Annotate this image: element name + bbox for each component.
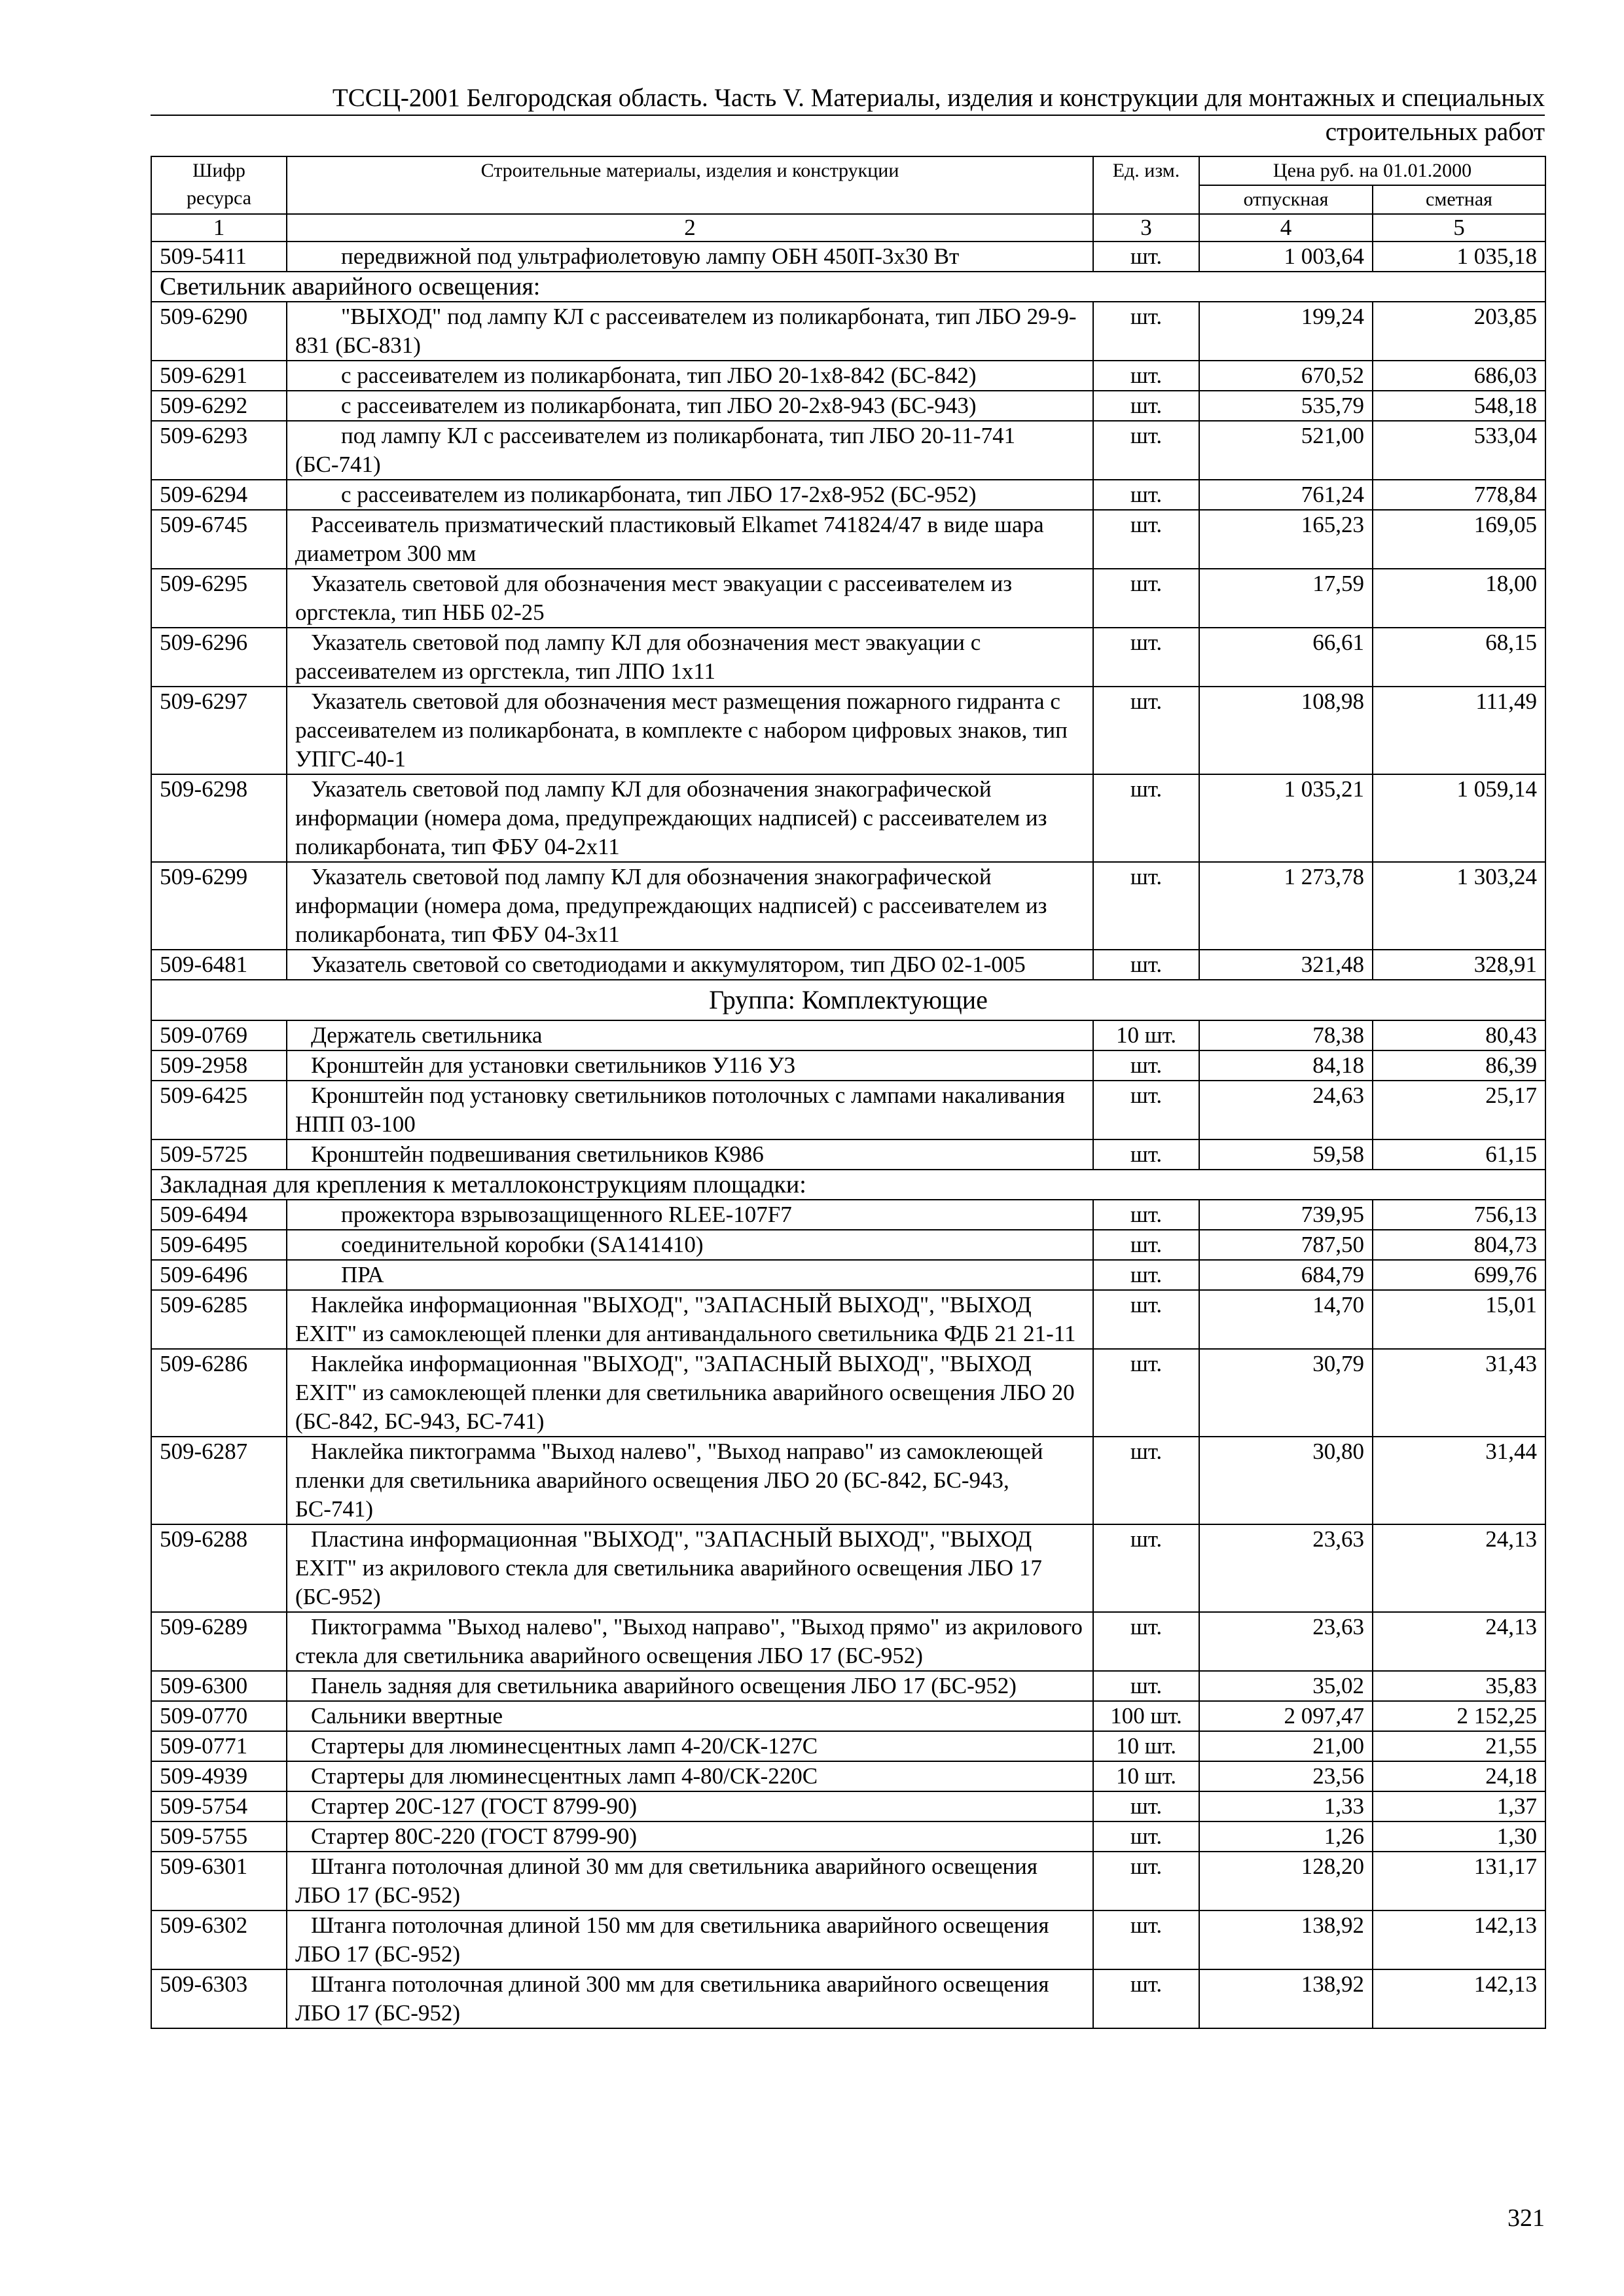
material-name xyxy=(287,480,1093,510)
material-name xyxy=(287,1524,1093,1612)
resource-code: 509-4939 xyxy=(151,1761,287,1791)
unit-of-measure: 100 шт. xyxy=(1093,1701,1199,1731)
table-row xyxy=(151,628,1545,687)
estimate-price: 18,00 xyxy=(1373,569,1545,628)
unit-of-measure: шт. xyxy=(1093,950,1199,980)
column-number: 2 xyxy=(287,214,1093,242)
estimate-price: 31,43 xyxy=(1373,1349,1545,1437)
unit-of-measure: шт. xyxy=(1093,774,1199,862)
material-name-text: Рассеиватель призматический пластиковый Elkamet 741824/47 в виде шара диаметром 300 мм xyxy=(295,512,1044,566)
unit-of-measure: шт. xyxy=(1093,361,1199,391)
release-price: 30,80 xyxy=(1199,1437,1373,1524)
table-row xyxy=(151,1821,1545,1852)
release-price: 138,92 xyxy=(1199,1910,1373,1969)
group-row xyxy=(151,980,1545,1020)
unit-of-measure: 10 шт. xyxy=(1093,1731,1199,1761)
resource-code: 509-6289 xyxy=(151,1612,287,1671)
material-name xyxy=(287,1969,1093,2028)
table-row xyxy=(151,1260,1545,1290)
estimate-price: 80,43 xyxy=(1373,1020,1545,1050)
release-price: 165,23 xyxy=(1199,510,1373,569)
material-name-text: Держатель светильника xyxy=(311,1022,543,1048)
resource-code: 509-6288 xyxy=(151,1524,287,1612)
table-row xyxy=(151,480,1545,510)
estimate-price: 2 152,25 xyxy=(1373,1701,1545,1731)
material-name-text: ПРА xyxy=(341,1262,384,1287)
material-name xyxy=(287,1139,1093,1170)
header-price: Цена руб. на 01.01.2000 xyxy=(1199,156,1545,185)
estimate-price: 699,76 xyxy=(1373,1260,1545,1290)
material-name-text: Указатель световой для обозначения мест эвакуации с рассеивателем из оргстекла, тип НББ 02-25 xyxy=(295,571,1013,625)
material-name-text: Указатель световой под лампу КЛ для обозначения знакографической информации (номера дома, предупреждающих надписей) с рассеивателем из поликарбоната, тип ФБУ 04-3х11 xyxy=(295,864,1047,947)
material-name xyxy=(287,391,1093,421)
resource-code: 509-6291 xyxy=(151,361,287,391)
table-body xyxy=(151,242,1545,2028)
unit-of-measure: шт. xyxy=(1093,1821,1199,1852)
resource-code: 509-6293 xyxy=(151,421,287,480)
estimate-price: 686,03 xyxy=(1373,361,1545,391)
resource-code: 509-6496 xyxy=(151,1260,287,1290)
material-name-text: Пиктограмма "Выход налево", "Выход направо", "Выход прямо" из акрилового стекла для светильника аварийного освещения ЛБО 17 (БС-952) xyxy=(295,1614,1083,1668)
resource-code: 509-5725 xyxy=(151,1139,287,1170)
material-name xyxy=(287,569,1093,628)
resource-price-table xyxy=(151,156,1546,2029)
table-row xyxy=(151,242,1545,272)
column-numbers-row xyxy=(151,214,1545,242)
material-name xyxy=(287,302,1093,361)
resource-code: 509-6294 xyxy=(151,480,287,510)
unit-of-measure: шт. xyxy=(1093,687,1199,774)
page-number: 321 xyxy=(1507,2204,1545,2232)
material-name xyxy=(287,361,1093,391)
release-price: 1 273,78 xyxy=(1199,862,1373,950)
release-price: 59,58 xyxy=(1199,1139,1373,1170)
material-name-text: Стартеры для люминесцентных ламп 4-80/СК-220С xyxy=(311,1763,818,1789)
resource-code: 509-6285 xyxy=(151,1290,287,1349)
header-unit: Ед. изм. xyxy=(1093,156,1199,214)
material-name xyxy=(287,1020,1093,1050)
material-name xyxy=(287,628,1093,687)
material-name xyxy=(287,1200,1093,1230)
estimate-price: 548,18 xyxy=(1373,391,1545,421)
unit-of-measure: шт. xyxy=(1093,1230,1199,1260)
release-price: 138,92 xyxy=(1199,1969,1373,2028)
release-price: 108,98 xyxy=(1199,687,1373,774)
header-estimate-price: сметная xyxy=(1373,185,1545,214)
estimate-price: 25,17 xyxy=(1373,1081,1545,1139)
estimate-price: 24,13 xyxy=(1373,1524,1545,1612)
release-price: 14,70 xyxy=(1199,1290,1373,1349)
unit-of-measure: шт. xyxy=(1093,1349,1199,1437)
header-title-line2: строительных работ xyxy=(1325,118,1545,146)
material-name-text: с рассеивателем из поликарбоната, тип ЛБО 20-2х8-943 (БС-943) xyxy=(341,393,977,418)
release-price: 321,48 xyxy=(1199,950,1373,980)
unit-of-measure: шт. xyxy=(1093,510,1199,569)
table-row xyxy=(151,1731,1545,1761)
resource-code: 509-6290 xyxy=(151,302,287,361)
table-row xyxy=(151,1910,1545,1969)
estimate-price: 24,18 xyxy=(1373,1761,1545,1791)
resource-code: 509-2958 xyxy=(151,1050,287,1081)
unit-of-measure: шт. xyxy=(1093,421,1199,480)
material-name-text: Кронштейн подвешивания светильников К986 xyxy=(311,1141,764,1167)
table-row xyxy=(151,950,1545,980)
material-name-text: Наклейка информационная "ВЫХОД", "ЗАПАСНЫЙ ВЫХОД", "ВЫХОД EXIT" из самоклеющей пленки для антивандального светильника ФДБ 21 21-11 xyxy=(295,1292,1076,1346)
estimate-price: 756,13 xyxy=(1373,1200,1545,1230)
group-title: Группа: Комплектующие xyxy=(151,980,1545,1020)
material-name-text: с рассеивателем из поликарбоната, тип ЛБО 20-1х8-842 (БС-842) xyxy=(341,363,977,388)
release-price: 30,79 xyxy=(1199,1349,1373,1437)
estimate-price: 61,15 xyxy=(1373,1139,1545,1170)
unit-of-measure: шт. xyxy=(1093,628,1199,687)
resource-code: 509-6295 xyxy=(151,569,287,628)
column-number: 5 xyxy=(1373,214,1545,242)
material-name xyxy=(287,1260,1093,1290)
resource-code: 509-6286 xyxy=(151,1349,287,1437)
table-row xyxy=(151,1852,1545,1910)
release-price: 21,00 xyxy=(1199,1731,1373,1761)
estimate-price: 24,13 xyxy=(1373,1612,1545,1671)
table-row xyxy=(151,569,1545,628)
material-name xyxy=(287,1701,1093,1731)
release-price: 23,63 xyxy=(1199,1612,1373,1671)
estimate-price: 533,04 xyxy=(1373,421,1545,480)
header-title-line1: ТССЦ-2001 Белгородская область. Часть V. Материалы, изделия и конструкции для монтажных и специальных xyxy=(151,82,1545,116)
material-name-text: с рассеивателем из поликарбоната, тип ЛБО 17-2х8-952 (БС-952) xyxy=(341,482,977,507)
material-name xyxy=(287,950,1093,980)
resource-code: 509-5755 xyxy=(151,1821,287,1852)
table-row xyxy=(151,391,1545,421)
material-name xyxy=(287,1290,1093,1349)
estimate-price: 131,17 xyxy=(1373,1852,1545,1910)
estimate-price: 203,85 xyxy=(1373,302,1545,361)
material-name-text: Указатель световой под лампу КЛ для обозначения знакографической информации (номера дома, предупреждающих надписей) с рассеивателем из поликарбоната, тип ФБУ 04-2х11 xyxy=(295,776,1047,859)
material-name-text: Наклейка информационная "ВЫХОД", "ЗАПАСНЫЙ ВЫХОД", "ВЫХОД EXIT" из самоклеющей пленки для светильника аварийного освещения ЛБО 20 (БС-842, БС-943, БС-741) xyxy=(295,1351,1075,1434)
material-name xyxy=(287,1612,1093,1671)
unit-of-measure: шт. xyxy=(1093,1139,1199,1170)
material-name-text: Указатель световой под лампу КЛ для обозначения мест эвакуации с рассеивателем из оргстекла, тип ЛПО 1х11 xyxy=(295,630,981,684)
table-row xyxy=(151,1791,1545,1821)
resource-code: 509-6300 xyxy=(151,1671,287,1701)
material-name-text: Кронштейн для установки светильников У116 У3 xyxy=(311,1052,796,1078)
resource-code: 509-6494 xyxy=(151,1200,287,1230)
unit-of-measure: шт. xyxy=(1093,1200,1199,1230)
release-price: 128,20 xyxy=(1199,1852,1373,1910)
release-price: 787,50 xyxy=(1199,1230,1373,1260)
material-name xyxy=(287,1081,1093,1139)
material-name-text: Пластина информационная "ВЫХОД", "ЗАПАСНЫЙ ВЫХОД", "ВЫХОД EXIT" из акрилового стекла для светильника аварийного освещения ЛБО 17 (БС-952) xyxy=(295,1526,1042,1609)
resource-code: 509-0771 xyxy=(151,1731,287,1761)
release-price: 78,38 xyxy=(1199,1020,1373,1050)
header-release-price: отпускная xyxy=(1199,185,1373,214)
release-price: 23,63 xyxy=(1199,1524,1373,1612)
unit-of-measure: шт. xyxy=(1093,1612,1199,1671)
table-row xyxy=(151,1437,1545,1524)
resource-code: 509-6303 xyxy=(151,1969,287,2028)
unit-of-measure: шт. xyxy=(1093,1791,1199,1821)
table-row xyxy=(151,421,1545,480)
resource-code: 509-6292 xyxy=(151,391,287,421)
material-name xyxy=(287,1791,1093,1821)
release-price: 1 003,64 xyxy=(1199,242,1373,272)
material-name-text: Кронштейн под установку светильников потолочных с лампами накаливания НПП 03-100 xyxy=(295,1083,1066,1137)
estimate-price: 1 035,18 xyxy=(1373,242,1545,272)
unit-of-measure: шт. xyxy=(1093,1081,1199,1139)
material-name xyxy=(287,1349,1093,1437)
release-price: 535,79 xyxy=(1199,391,1373,421)
resource-code: 509-6301 xyxy=(151,1852,287,1910)
resource-code: 509-0770 xyxy=(151,1701,287,1731)
estimate-price: 111,49 xyxy=(1373,687,1545,774)
table-row xyxy=(151,1081,1545,1139)
material-name-text: Стартеры для люминесцентных ламп 4-20/СК-127С xyxy=(311,1733,818,1759)
estimate-price: 68,15 xyxy=(1373,628,1545,687)
release-price: 66,61 xyxy=(1199,628,1373,687)
estimate-price: 35,83 xyxy=(1373,1671,1545,1701)
release-price: 521,00 xyxy=(1199,421,1373,480)
material-name-text: Штанга потолочная длиной 300 мм для светильника аварийного освещения ЛБО 17 (БС-952) xyxy=(295,1971,1049,2026)
release-price: 2 097,47 xyxy=(1199,1701,1373,1731)
table-row xyxy=(151,1969,1545,2028)
material-name xyxy=(287,421,1093,480)
estimate-price: 328,91 xyxy=(1373,950,1545,980)
estimate-price: 15,01 xyxy=(1373,1290,1545,1349)
release-price: 24,63 xyxy=(1199,1081,1373,1139)
material-name-text: Наклейка пиктограмма "Выход налево", "Выход направо" из самоклеющей пленки для светильника аварийного освещения ЛБО 20 (БС-842, БС-943, БС-741) xyxy=(295,1439,1043,1522)
estimate-price: 1 059,14 xyxy=(1373,774,1545,862)
unit-of-measure: шт. xyxy=(1093,569,1199,628)
material-name-text: соединительной коробки (SA141410) xyxy=(341,1232,704,1257)
unit-of-measure: шт. xyxy=(1093,1260,1199,1290)
release-price: 23,56 xyxy=(1199,1761,1373,1791)
table-row xyxy=(151,510,1545,569)
resource-code: 509-6481 xyxy=(151,950,287,980)
material-name xyxy=(287,1050,1093,1081)
estimate-price: 142,13 xyxy=(1373,1969,1545,2028)
material-name-text: Стартер 80С-220 (ГОСТ 8799-90) xyxy=(311,1823,638,1849)
unit-of-measure: 10 шт. xyxy=(1093,1020,1199,1050)
material-name xyxy=(287,1437,1093,1524)
resource-code: 509-5754 xyxy=(151,1791,287,1821)
release-price: 35,02 xyxy=(1199,1671,1373,1701)
release-price: 84,18 xyxy=(1199,1050,1373,1081)
table-row xyxy=(151,302,1545,361)
table-row xyxy=(151,1200,1545,1230)
unit-of-measure: шт. xyxy=(1093,1050,1199,1081)
unit-of-measure: шт. xyxy=(1093,1290,1199,1349)
resource-code: 509-0769 xyxy=(151,1020,287,1050)
release-price: 1,33 xyxy=(1199,1791,1373,1821)
resource-code: 509-6302 xyxy=(151,1910,287,1969)
material-name-text: передвижной под ультрафиолетовую лампу ОБН 450П-3х30 Вт xyxy=(341,243,960,269)
unit-of-measure: шт. xyxy=(1093,1852,1199,1910)
table-row xyxy=(151,1761,1545,1791)
estimate-price: 142,13 xyxy=(1373,1910,1545,1969)
material-name xyxy=(287,510,1093,569)
material-name xyxy=(287,1852,1093,1910)
material-name xyxy=(287,1910,1093,1969)
material-name-text: Сальники ввертные xyxy=(311,1703,503,1729)
unit-of-measure: шт. xyxy=(1093,1910,1199,1969)
section-title: Закладная для крепления к металлоконструкциям площадки: xyxy=(151,1170,1545,1200)
resource-code: 509-5411 xyxy=(151,242,287,272)
section-title: Светильник аварийного освещения: xyxy=(151,272,1545,302)
table-row xyxy=(151,1139,1545,1170)
unit-of-measure: шт. xyxy=(1093,480,1199,510)
table-row xyxy=(151,1612,1545,1671)
release-price: 761,24 xyxy=(1199,480,1373,510)
estimate-price: 86,39 xyxy=(1373,1050,1545,1081)
table-row xyxy=(151,1230,1545,1260)
material-name-text: Указатель световой для обозначения мест размещения пожарного гидранта с рассеивателем из поликарбоната, в комплекте с набором цифровых знаков, тип УПГС-40-1 xyxy=(295,689,1068,772)
material-name-text: "ВЫХОД" под лампу КЛ с рассеивателем из поликарбоната, тип ЛБО 29-9-831 (БС-831) xyxy=(295,304,1077,358)
material-name xyxy=(287,1731,1093,1761)
material-name-text: Штанга потолочная длиной 30 мм для светильника аварийного освещения ЛБО 17 (БС-952) xyxy=(295,1854,1038,1908)
material-name xyxy=(287,774,1093,862)
resource-code: 509-6297 xyxy=(151,687,287,774)
unit-of-measure: шт. xyxy=(1093,1969,1199,2028)
table-row xyxy=(151,1050,1545,1081)
table-row xyxy=(151,687,1545,774)
estimate-price: 778,84 xyxy=(1373,480,1545,510)
column-number: 4 xyxy=(1199,214,1373,242)
table-row xyxy=(151,361,1545,391)
table-row xyxy=(151,774,1545,862)
resource-code: 509-6495 xyxy=(151,1230,287,1260)
resource-code: 509-6287 xyxy=(151,1437,287,1524)
estimate-price: 31,44 xyxy=(1373,1437,1545,1524)
estimate-price: 1 303,24 xyxy=(1373,862,1545,950)
table-row xyxy=(151,862,1545,950)
table-row xyxy=(151,1020,1545,1050)
release-price: 684,79 xyxy=(1199,1260,1373,1290)
unit-of-measure: шт. xyxy=(1093,302,1199,361)
release-price: 199,24 xyxy=(1199,302,1373,361)
release-price: 739,95 xyxy=(1199,1200,1373,1230)
estimate-price: 1,37 xyxy=(1373,1791,1545,1821)
estimate-price: 21,55 xyxy=(1373,1731,1545,1761)
section-row xyxy=(151,1170,1545,1200)
resource-code: 509-6299 xyxy=(151,862,287,950)
release-price: 1,26 xyxy=(1199,1821,1373,1852)
estimate-price: 804,73 xyxy=(1373,1230,1545,1260)
table-row xyxy=(151,1524,1545,1612)
material-name-text: Стартер 20С-127 (ГОСТ 8799-90) xyxy=(311,1793,638,1819)
header-name: Строительные материалы, изделия и конструкции xyxy=(287,156,1093,214)
unit-of-measure: 10 шт. xyxy=(1093,1761,1199,1791)
material-name xyxy=(287,1821,1093,1852)
material-name-text: Указатель световой со светодиодами и аккумулятором, тип ДБО 02-1-005 xyxy=(311,952,1026,977)
estimate-price: 1,30 xyxy=(1373,1821,1545,1852)
material-name xyxy=(287,1761,1093,1791)
table-row xyxy=(151,1290,1545,1349)
unit-of-measure: шт. xyxy=(1093,1524,1199,1612)
page-header xyxy=(151,82,1545,149)
resource-code: 509-6298 xyxy=(151,774,287,862)
column-number: 3 xyxy=(1093,214,1199,242)
material-name-text: Панель задняя для светильника аварийного освещения ЛБО 17 (БС-952) xyxy=(311,1673,1017,1698)
column-number: 1 xyxy=(151,214,287,242)
unit-of-measure: шт. xyxy=(1093,242,1199,272)
estimate-price: 169,05 xyxy=(1373,510,1545,569)
unit-of-measure: шт. xyxy=(1093,862,1199,950)
release-price: 670,52 xyxy=(1199,361,1373,391)
unit-of-measure: шт. xyxy=(1093,1671,1199,1701)
material-name-text: Штанга потолочная длиной 150 мм для светильника аварийного освещения ЛБО 17 (БС-952) xyxy=(295,1912,1049,1967)
unit-of-measure: шт. xyxy=(1093,391,1199,421)
release-price: 1 035,21 xyxy=(1199,774,1373,862)
material-name xyxy=(287,687,1093,774)
release-price: 17,59 xyxy=(1199,569,1373,628)
material-name xyxy=(287,862,1093,950)
resource-code: 509-6745 xyxy=(151,510,287,569)
resource-code: 509-6296 xyxy=(151,628,287,687)
header-code: Шифр ресурса xyxy=(151,156,287,214)
unit-of-measure: шт. xyxy=(1093,1437,1199,1524)
material-name-text: прожектора взрывозащищенного RLEE-107F7 xyxy=(341,1202,792,1227)
material-name xyxy=(287,1230,1093,1260)
material-name xyxy=(287,1671,1093,1701)
material-name-text: под лампу КЛ с рассеивателем из поликарбоната, тип ЛБО 20-11-741 (БС-741) xyxy=(295,423,1016,477)
resource-code: 509-6425 xyxy=(151,1081,287,1139)
material-name xyxy=(287,242,1093,272)
section-row xyxy=(151,272,1545,302)
table-row xyxy=(151,1701,1545,1731)
table-row xyxy=(151,1671,1545,1701)
table-row xyxy=(151,1349,1545,1437)
